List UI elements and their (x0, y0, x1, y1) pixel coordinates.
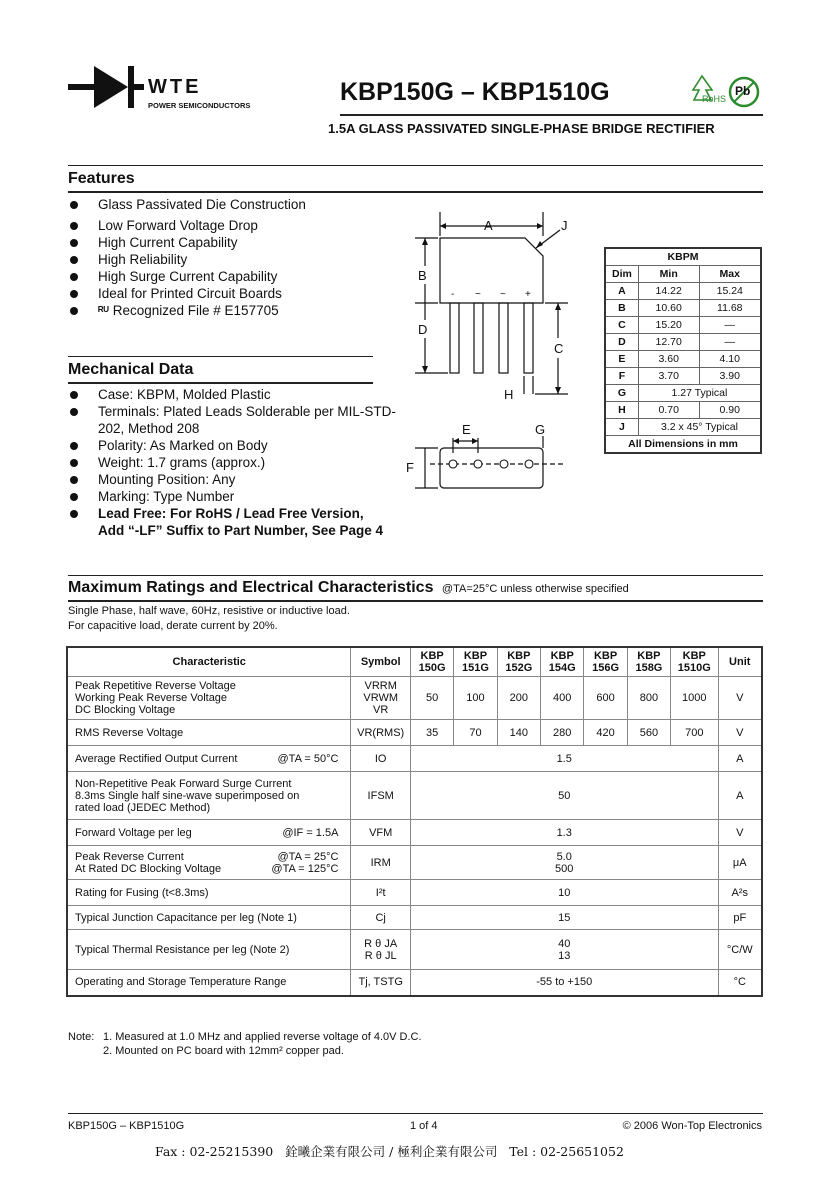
table-row: H 0.70 0.90 (605, 402, 761, 419)
list-item: Glass Passivated Die Construction (68, 196, 388, 213)
note-1: 1. Measured at 1.0 MHz and applied reverse voltage of 4.0V D.C. (103, 1031, 422, 1043)
footer-copyright: © 2006 Won-Top Electronics (622, 1120, 762, 1132)
column-header: Dim (605, 266, 638, 283)
table-row: C 15.20 — (605, 317, 761, 334)
list-item: Weight: 1.7 grams (approx.) (68, 454, 413, 471)
mechanical-rule-top (68, 356, 373, 357)
column-header: KBP 151G (454, 647, 497, 677)
dim-label-f: F (406, 460, 414, 475)
symbol-cell: IFSM (351, 772, 411, 820)
unit-cell: pF (718, 906, 762, 930)
unit-cell: °C (718, 970, 762, 996)
table-row: J 3.2 x 45° Typical (605, 419, 761, 436)
characteristic-cell: Typical Thermal Resistance per leg (Note 2) (67, 930, 351, 970)
symbol-cell: I²t (351, 880, 411, 906)
value-cell: 560 (627, 720, 670, 746)
fax-line: Fax : 02-25215390 銓曦企業有限公司 / 極利企業有限公司 Tel : 02-25651052 (155, 1144, 624, 1159)
logo-name: WTE (148, 76, 202, 98)
symbol-cell: VRRM VRWM VR (351, 677, 411, 720)
footer-page: 1 of 4 (410, 1120, 438, 1132)
header-rule (340, 114, 763, 116)
notes-label: Note: (68, 1031, 95, 1043)
dim-label-h: H (504, 387, 514, 402)
table-row: D 12.70 — (605, 334, 761, 351)
dim-label-g: G (535, 422, 546, 437)
list-item: Marking: Type Number (68, 488, 413, 505)
features-rule-top (68, 165, 763, 166)
list-item: Mounting Position: Any (68, 471, 413, 488)
table-row: A 14.22 15.24 (605, 283, 761, 300)
list-item: ᴿᵁ Recognized File # E157705 (68, 302, 388, 320)
table-row (67, 820, 762, 846)
value-cell: 1.5 (410, 746, 718, 772)
table-row: E 3.60 4.10 (605, 351, 761, 368)
mechanical-rule-bottom (68, 382, 373, 384)
dim-label-b: B (418, 268, 427, 283)
pin-label: ~ (500, 289, 506, 300)
value-cell: 1000 (671, 677, 718, 720)
part-title: KBP150G – KBP1510G (340, 78, 610, 106)
unit-cell: A (718, 772, 762, 820)
column-header: Unit (718, 647, 762, 677)
symbol-cell: Cj (351, 906, 411, 930)
value-cell: 1.3 (410, 820, 718, 846)
list-item: Lead Free: For RoHS / Lead Free Version, Add “-LF” Suffix to Part Number, See Page 4 (68, 505, 413, 539)
pb-free-icon (728, 76, 760, 108)
value-cell: 50 (410, 677, 453, 720)
unit-cell: μA (718, 846, 762, 880)
ratings-table (66, 646, 763, 997)
logo-subtitle: POWER SEMICONDUCTORS (148, 101, 251, 110)
pin-label: ~ (475, 289, 481, 300)
list-item: High Current Capability (68, 234, 388, 251)
table-row: F 3.70 3.90 (605, 368, 761, 385)
ratings-heading (68, 579, 629, 597)
value-cell: 35 (410, 720, 453, 746)
rohs-icon (690, 74, 727, 108)
value-cell: 400 (541, 677, 584, 720)
value-cell: 800 (627, 677, 670, 720)
characteristic-cell: Peak Reverse Current At Rated DC Blocking Voltage @TA = 25°C @TA = 125°C (67, 846, 351, 880)
characteristic-cell: RMS Reverse Voltage (67, 720, 351, 746)
table-row: G 1.27 Typical (605, 385, 761, 402)
table-row (67, 930, 762, 970)
value-cell: 140 (497, 720, 540, 746)
features-title: Features (68, 170, 135, 187)
characteristic-cell: Rating for Fusing (t<8.3ms) (67, 880, 351, 906)
pin-label: + (525, 289, 531, 300)
ratings-rule-top (68, 575, 763, 576)
column-header: KBP 1510G (671, 647, 718, 677)
dim-label-d: D (418, 322, 428, 337)
column-header: Min (638, 266, 699, 283)
unit-cell: A²s (718, 880, 762, 906)
value-cell: 200 (497, 677, 540, 720)
rohs-label: RoHS (702, 94, 727, 104)
table-row (67, 906, 762, 930)
unit-cell: V (718, 677, 762, 720)
pb-label: Pb (735, 84, 751, 98)
unit-cell: °C/W (718, 930, 762, 970)
value-cell: 50 (410, 772, 718, 820)
value-cell: 70 (454, 720, 497, 746)
characteristic-cell: Forward Voltage per leg @IF = 1.5A (67, 820, 351, 846)
footer-part: KBP150G – KBP1510G (68, 1120, 185, 1132)
value-cell: 600 (584, 677, 627, 720)
characteristic-cell: Non-Repetitive Peak Forward Surge Current 8.3ms Single half sine-wave superimposed on rated load (JEDEC Method) (67, 772, 351, 820)
mechanical-title: Mechanical Data (68, 361, 194, 378)
ratings-condition: @TA=25°C unless otherwise specified (441, 583, 629, 595)
table-row (67, 772, 762, 820)
features-list (68, 196, 388, 320)
value-cell: 280 (541, 720, 584, 746)
list-item: Low Forward Voltage Drop (68, 217, 388, 234)
value-cell: 40 13 (410, 930, 718, 970)
column-header: KBP 152G (497, 647, 540, 677)
table-row: B 10.60 11.68 (605, 300, 761, 317)
table-row (67, 970, 762, 996)
symbol-cell: Tj, TSTG (351, 970, 411, 996)
list-item: Case: KBPM, Molded Plastic (68, 386, 413, 403)
symbol-cell: R θ JA R θ JL (351, 930, 411, 970)
features-rule-bottom (68, 191, 763, 193)
column-header: KBP 150G (410, 647, 453, 677)
characteristic-cell: Average Rectified Output Current @TA = 50°C (67, 746, 351, 772)
value-cell: 420 (584, 720, 627, 746)
value-cell: 100 (454, 677, 497, 720)
list-item: Ideal for Printed Circuit Boards (68, 285, 388, 302)
column-header: KBP 156G (584, 647, 627, 677)
symbol-cell: IO (351, 746, 411, 772)
unit-cell: V (718, 820, 762, 846)
characteristic-cell: Typical Junction Capacitance per leg (Note 1) (67, 906, 351, 930)
ratings-title: Maximum Ratings and Electrical Characteristics (68, 579, 434, 596)
value-cell: 10 (410, 880, 718, 906)
ratings-rule-bottom (68, 600, 763, 602)
characteristic-cell: Operating and Storage Temperature Range (67, 970, 351, 996)
column-header: Characteristic (67, 647, 351, 677)
note-2: 2. Mounted on PC board with 12mm² copper pad. (103, 1045, 344, 1057)
symbol-cell: IRM (351, 846, 411, 880)
table-row (67, 846, 762, 880)
dimensions-table (604, 247, 762, 454)
column-header: Symbol (351, 647, 411, 677)
table-footer: All Dimensions in mm (605, 436, 761, 454)
value-cell: 15 (410, 906, 718, 930)
package-outline-diagram (400, 208, 590, 498)
characteristic-cell: Peak Repetitive Reverse Voltage Working Peak Reverse Voltage DC Blocking Voltage (67, 677, 351, 720)
column-header: KBP 158G (627, 647, 670, 677)
list-item: Terminals: Plated Leads Solderable per MIL-STD-202, Method 208 (68, 403, 413, 437)
mechanical-list (68, 386, 413, 539)
dim-label-a: A (484, 218, 493, 233)
list-item: High Surge Current Capability (68, 268, 388, 285)
document-subtitle: 1.5A GLASS PASSIVATED SINGLE-PHASE BRIDGE RECTIFIER (328, 121, 715, 136)
unit-cell: V (718, 720, 762, 746)
dim-label-c: C (554, 341, 564, 356)
pin-label: - (451, 289, 455, 300)
ratings-note-2: For capacitive load, derate current by 20%. (68, 620, 278, 632)
symbol-cell: VFM (351, 820, 411, 846)
column-header: KBP 154G (541, 647, 584, 677)
table-row (67, 880, 762, 906)
symbol-cell: VR(RMS) (351, 720, 411, 746)
value-cell: 5.0 500 (410, 846, 718, 880)
table-header: KBPM (605, 248, 761, 266)
table-row (67, 677, 762, 720)
value-cell: 700 (671, 720, 718, 746)
dim-label-j: J (561, 218, 568, 233)
column-header: Max (699, 266, 761, 283)
table-row (67, 746, 762, 772)
footer-rule (68, 1113, 763, 1114)
value-cell: -55 to +150 (410, 970, 718, 996)
ul-recognized-icon: ᴿᵁ (98, 304, 109, 318)
unit-cell: A (718, 746, 762, 772)
list-item: Polarity: As Marked on Body (68, 437, 413, 454)
ratings-note-1: Single Phase, half wave, 60Hz, resistive or inductive load. (68, 605, 350, 617)
dim-label-e: E (462, 422, 471, 437)
table-row (67, 720, 762, 746)
list-item: High Reliability (68, 251, 388, 268)
